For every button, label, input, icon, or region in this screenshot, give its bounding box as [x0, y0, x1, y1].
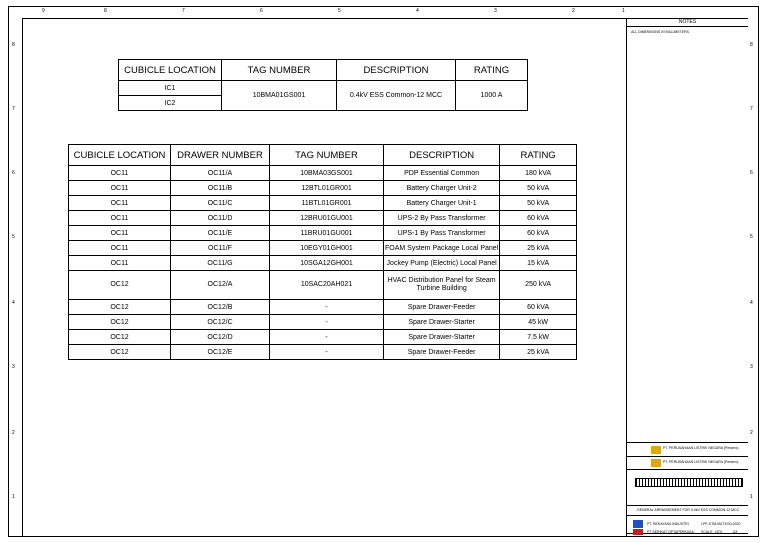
ruler-mark: 5: [338, 8, 341, 14]
table-row: [69, 211, 577, 226]
table-row: [69, 315, 577, 330]
table-row: [69, 196, 577, 211]
cell-description: Spare Drawer-Starter: [384, 315, 500, 330]
col-header: CUBICLE LOCATION: [119, 60, 222, 81]
cell-drawer: OC11/G: [171, 256, 270, 271]
cell-description: Spare Drawer-Feeder: [384, 300, 500, 315]
contractor-logo: [633, 520, 643, 528]
ruler-mark: 2: [572, 8, 575, 14]
cell-rating: 180 kVA: [500, 166, 577, 181]
cell-description: PDP Essential Common: [384, 166, 500, 181]
col-header: RATING: [500, 145, 577, 166]
incomer-table: [118, 59, 528, 111]
cell-location: OC11: [69, 211, 171, 226]
cell-description: UPS-2 By Pass Transformer: [384, 211, 500, 226]
notes-title: NOTES: [627, 18, 748, 27]
bottom-row: [627, 530, 748, 538]
ruler-mark: 1: [12, 494, 15, 500]
owner-row-2: [627, 456, 748, 470]
col-header: CUBICLE LOCATION: [69, 145, 171, 166]
ruler-mark: 4: [12, 300, 15, 306]
drawing-info-row: [627, 469, 748, 506]
cell-tag: -: [270, 300, 384, 315]
partner-name: PT SERIKAT OPTAPERKASA: [647, 530, 694, 534]
col-header: DRAWER NUMBER: [171, 145, 270, 166]
barcode: [635, 478, 743, 487]
col-header: DESCRIPTION: [337, 60, 456, 81]
cell-tag: -: [270, 330, 384, 345]
table-row: [69, 330, 577, 345]
company-logo: [651, 446, 661, 454]
ruler-mark: 3: [12, 364, 15, 370]
cell-location: OC11: [69, 196, 171, 211]
cell-location: OC12: [69, 300, 171, 315]
ruler-mark: 6: [750, 170, 753, 176]
ruler-mark: 4: [750, 300, 753, 306]
table-row: [69, 226, 577, 241]
cell-location: OC12: [69, 271, 171, 300]
ruler-mark: 5: [12, 234, 15, 240]
cell-description: 0.4kV ESS Common-12 MCC: [337, 81, 456, 111]
cell-tag: 12BTL01GR001: [270, 181, 384, 196]
cell-description: HVAC Distribution Panel for Steam Turbine Building: [384, 271, 500, 300]
cell-location: OC11: [69, 256, 171, 271]
cell-tag: 10SAC20AH021: [270, 271, 384, 300]
ruler-mark: 3: [750, 364, 753, 370]
cell-rating: 25 kVA: [500, 241, 577, 256]
cell-rating: 50 kVA: [500, 196, 577, 211]
ruler-mark: 7: [12, 106, 15, 112]
cell-drawer: OC11/B: [171, 181, 270, 196]
ruler-mark: 7: [750, 106, 753, 112]
cell-location: OC11: [69, 166, 171, 181]
cell-rating: 1000 A: [456, 81, 528, 111]
cell-rating: 45 kW: [500, 315, 577, 330]
cell-rating: 7.5 kW: [500, 330, 577, 345]
company-logo: [651, 459, 661, 467]
cell-description: Battery Charger Unit-2: [384, 181, 500, 196]
table-row: [69, 256, 577, 271]
col-header: TAG NUMBER: [270, 145, 384, 166]
cell-tag: 11BTL01GR001: [270, 196, 384, 211]
scale-label: SCALE : NTS: [701, 530, 723, 534]
cell-location: OC12: [69, 345, 171, 360]
table-row: [69, 300, 577, 315]
cell-drawer: OC12/B: [171, 300, 270, 315]
cell-location: OC11: [69, 226, 171, 241]
cell-description: Spare Drawer-Feeder: [384, 345, 500, 360]
cell-description: Jockey Pump (Electric) Local Panel: [384, 256, 500, 271]
notes-text: ALL DIMENSIONS IN MILLIMETERS: [631, 30, 690, 34]
owner-row: [627, 442, 748, 457]
ruler-mark: 4: [416, 8, 419, 14]
cell-rating: 50 kVA: [500, 181, 577, 196]
cell-location: OC11: [69, 241, 171, 256]
company-name: PT. PERUSAHAAN LISTRIK NEGARA (Persero): [663, 460, 739, 464]
ruler-mark: 5: [750, 234, 753, 240]
cell-description: UPS-1 By Pass Transformer: [384, 226, 500, 241]
ruler-mark: 2: [12, 430, 15, 436]
cell-tag: 10BMA03GS001: [270, 166, 384, 181]
cell-tag: 12BRU01GU001: [270, 211, 384, 226]
cell-drawer: OC11/D: [171, 211, 270, 226]
sheet-size: A3: [733, 530, 738, 534]
contractor-name: PT. REKAYASA INDUSTRI: [647, 522, 689, 526]
company-name: PT. PERUSAHAAN LISTRIK NEGARA (Persero): [663, 446, 739, 450]
drawing-title: GENERAL ARRANGEMENT FOR 0.4kV ESS COMMON-12 MCC: [637, 508, 740, 512]
cell-description: Battery Charger Unit-1: [384, 196, 500, 211]
cell-drawer: OC12/D: [171, 330, 270, 345]
cell-tag: 10EGY01GH001: [270, 241, 384, 256]
col-header: RATING: [456, 60, 528, 81]
ruler-mark: 8: [104, 8, 107, 14]
table-row: [69, 271, 577, 300]
cell-rating: 25 kVA: [500, 345, 577, 360]
ruler-mark: 1: [750, 494, 753, 500]
cell-tag: 10BMA01GS001: [222, 81, 337, 111]
cell-tag: -: [270, 345, 384, 360]
cell-drawer: OC11/F: [171, 241, 270, 256]
cell-location: OC11: [69, 181, 171, 196]
table-row: [69, 241, 577, 256]
cell-drawer: OC12/C: [171, 315, 270, 330]
cell-rating: 250 kVA: [500, 271, 577, 300]
right-ruler: [746, 18, 760, 537]
col-header: TAG NUMBER: [222, 60, 337, 81]
left-ruler: [8, 18, 22, 537]
cell-rating: 60 kVA: [500, 211, 577, 226]
table-row: [69, 166, 577, 181]
cell-tag: 10SGA12GH001: [270, 256, 384, 271]
partner-logo: [633, 529, 643, 535]
cell-description: FOAM System Package Local Panel: [384, 241, 500, 256]
drawer-table: [68, 144, 577, 360]
top-ruler: [22, 6, 626, 18]
title-block: [626, 18, 748, 537]
ruler-mark: 6: [12, 170, 15, 176]
ruler-mark: 7: [182, 8, 185, 14]
cell-rating: 60 kVA: [500, 226, 577, 241]
table-row: [69, 345, 577, 360]
cell-location: IC1: [119, 81, 222, 96]
cell-tag: 11BRU01GU001: [270, 226, 384, 241]
table-row: [69, 181, 577, 196]
cell-rating: 60 kVA: [500, 300, 577, 315]
cell-description: Spare Drawer-Starter: [384, 330, 500, 345]
ruler-mark: 6: [260, 8, 263, 14]
cell-drawer: OC11/A: [171, 166, 270, 181]
cell-location: OC12: [69, 315, 171, 330]
col-header: DESCRIPTION: [384, 145, 500, 166]
cell-rating: 15 kVA: [500, 256, 577, 271]
cell-location: IC2: [119, 96, 222, 111]
cell-drawer: OC11/E: [171, 226, 270, 241]
cell-drawer: OC12/A: [171, 271, 270, 300]
cell-drawer: OC12/E: [171, 345, 270, 360]
cell-drawer: OC11/C: [171, 196, 270, 211]
ruler-mark: 8: [12, 42, 15, 48]
ruler-mark: 8: [750, 42, 753, 48]
cell-location: OC12: [69, 330, 171, 345]
ruler-mark: 2: [750, 430, 753, 436]
drawing-number: LPP-STM-BUT-E00-0320: [701, 522, 741, 526]
cell-tag: -: [270, 315, 384, 330]
ruler-mark: 3: [494, 8, 497, 14]
ruler-mark: 1: [622, 8, 625, 14]
ruler-mark: 9: [42, 8, 45, 14]
